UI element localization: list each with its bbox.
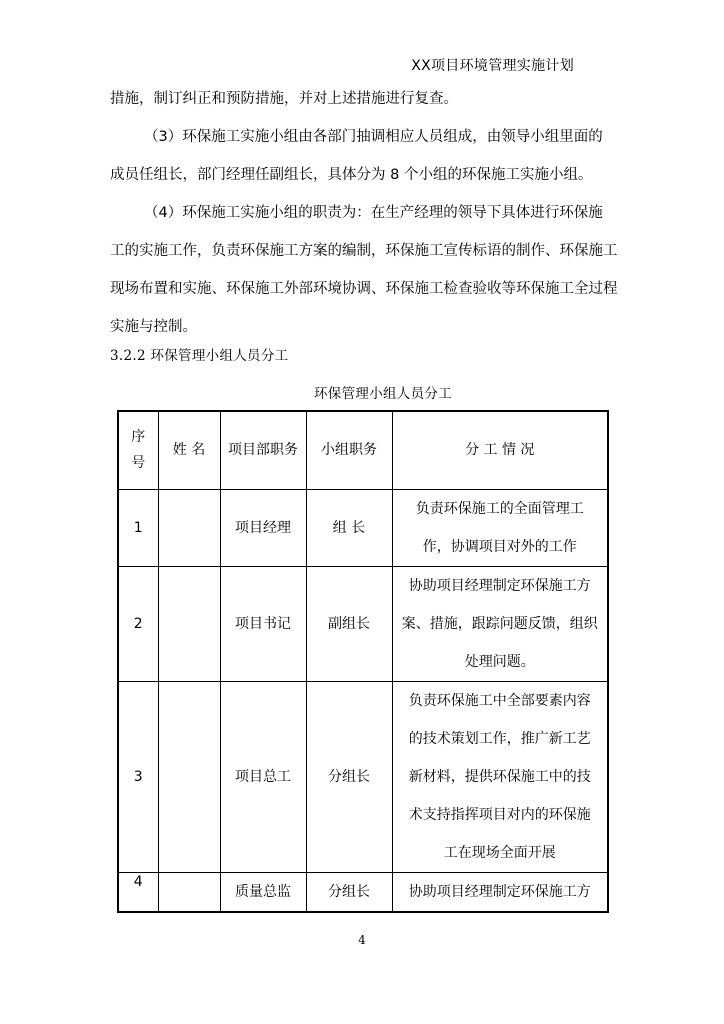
cell-name	[158, 566, 220, 681]
cell-name	[158, 489, 220, 566]
staff-roles-table	[117, 410, 609, 913]
header-seq-line-1: 序	[131, 429, 146, 446]
cell-seq: 4	[118, 872, 158, 912]
duty-line: 新材料，提供环保施工中的技	[408, 768, 591, 785]
cell-project-role: 项目总工	[220, 681, 306, 872]
section-heading: 3.2.2 环保管理小组人员分工	[110, 348, 289, 364]
cell-duty	[392, 489, 608, 566]
cell-project-role: 项目经理	[220, 489, 306, 566]
cell-seq: 2	[118, 566, 158, 681]
header-seq-line-2: 号	[131, 455, 146, 472]
paragraph-1	[110, 80, 630, 118]
duty-line: 作，协调项目对外的工作	[422, 538, 577, 555]
cell-project-role: 质量总监	[220, 872, 306, 912]
page-number: 4	[358, 933, 366, 947]
document-header-title: XX项目环境管理实施计划	[411, 58, 574, 74]
duty-line: 协助项目经理制定环保施工方	[408, 577, 591, 594]
cell-project-role: 项目书记	[220, 566, 306, 681]
header-duty: 分 工 情 况	[392, 411, 608, 489]
duty-line: 术支持指挥项目对内的环保施	[408, 806, 591, 823]
cell-duty	[392, 872, 608, 912]
paragraph-2-line-1: （3）环保施工实施小组由各部门抽调相应人员组成，由领导小组里面的	[144, 129, 603, 145]
cell-group-role: 分组长	[306, 681, 392, 872]
table-row	[118, 566, 608, 681]
duty-line: 协助项目经理制定环保施工方	[408, 883, 591, 900]
header-project-role: 项目部职务	[220, 411, 306, 489]
duty-line: 负责环保施工中全部要素内容	[408, 692, 591, 709]
duty-line: 处理问题。	[464, 653, 535, 670]
cell-seq: 3	[118, 681, 158, 872]
paragraph-2	[110, 118, 630, 194]
cell-name	[158, 681, 220, 872]
paragraph-3	[110, 194, 630, 346]
cell-group-role: 分组长	[306, 872, 392, 912]
duty-line: 负责环保施工的全面管理工	[415, 500, 584, 517]
cell-group-role: 组 长	[306, 489, 392, 566]
table-row	[118, 872, 608, 912]
table-row	[118, 681, 608, 872]
header-name: 姓 名	[158, 411, 220, 489]
paragraph-1-text: 措施，制订纠正和预防措施，并对上述措施进行复查。	[110, 91, 458, 107]
duty-line: 工在现场全面开展	[443, 844, 556, 861]
paragraph-2-line-2: 成员任组长，部门经理任副组长，具体分为 8 个小组的环保施工实施小组。	[110, 167, 593, 183]
cell-seq: 1	[118, 489, 158, 566]
paragraph-3-line-4: 实施与控制。	[110, 319, 197, 335]
cell-duty	[392, 681, 608, 872]
table-row	[118, 489, 608, 566]
cell-group-role: 副组长	[306, 566, 392, 681]
cell-name	[158, 872, 220, 912]
table-header-row	[118, 411, 608, 489]
paragraph-3-line-1: （4）环保施工实施小组的职责为：在生产经理的领导下具体进行环保施	[144, 205, 603, 221]
table-caption: 环保管理小组人员分工	[314, 386, 452, 402]
header-seq	[118, 411, 158, 489]
cell-duty	[392, 566, 608, 681]
paragraph-3-line-3: 现场布置和实施、环保施工外部环境协调、环保施工检查验收等环保施工全过程	[110, 281, 618, 297]
duty-line: 案、措施，跟踪问题反馈，组织	[401, 615, 598, 632]
duty-line: 的技术策划工作，推广新工艺	[408, 730, 591, 747]
header-group-role: 小组职务	[306, 411, 392, 489]
paragraph-3-line-2: 工的实施工作，负责环保施工方案的编制，环保施工宣传标语的制作、环保施工	[110, 243, 618, 259]
